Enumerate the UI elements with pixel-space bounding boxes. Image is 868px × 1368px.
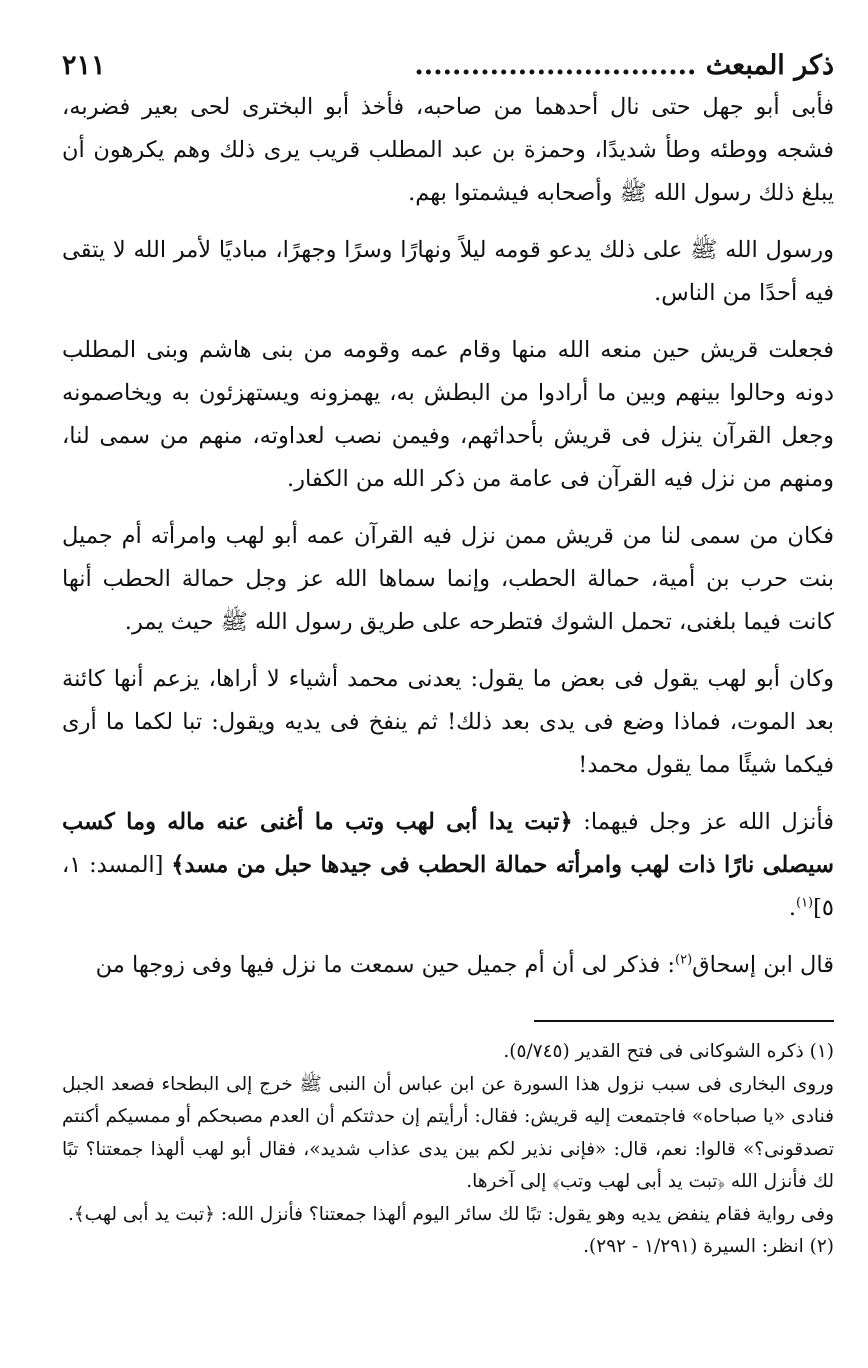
page-number: ٢١١ (62, 49, 106, 81)
verse-reference: [المسد: ١، ٥] (62, 852, 834, 921)
footnote-marker[interactable]: (١) (795, 895, 814, 911)
paragraph (62, 944, 834, 987)
paragraph: فجعلت قريش حين منعه الله منها وقام عمه وقومه من بنى هاشم وبنى المطلب دونه وحالوا بينهم وبين ما أرادوا من البطش به، يهمزونه ويستهزئون به ويخاصمونه وجعل القرآن ينزل فى قريش بأحداثهم، وفيمن نصب لعداوته، منهم من سمى لنا، ومنهم من نزل فيه القرآن فى عامة من ذكر الله من الكفار. (62, 337, 834, 492)
paragraph: وكان أبو لهب يقول فى بعض ما يقول: يعدنى محمد أشياء لا أراها، يزعم أنها كائنة بعد الموت، فماذا وضع فى يدى بعد ذلك! ثم ينفخ فى يديه ويقول: تبا لكما ما أرى فيكما شيئًا مما يقول محمد! (62, 666, 834, 778)
chapter-title: ذكر المبعث .............................. (414, 49, 834, 81)
book-page (62, 30, 834, 1350)
verse-end: . (788, 895, 796, 921)
footnotes (62, 1036, 834, 1264)
footnote-divider (534, 1020, 834, 1022)
footnote: وروى البخارى فى سبب نزول هذا السورة عن ابن عباس أن النبى ﷺ خرج إلى البطحاء فصعد الجبل فنادى «يا صباحاه» فاجتمعت إليه قريش: فقال: أرأيتم إن حدثتكم أن العدم مصبحكم أو ممسيكم أكنتم تصدقونى؟» قالوا: نعم، قال: «فإنى نذير لكم بين يدى عذاب شديد»، فقال أبو لهب ألهذا جمعتنا؟ تبًا لك فأنزل الله ﴿تبت يد أبى لهب وتب﴾ إلى آخرها. (62, 1073, 834, 1192)
main-text (62, 86, 834, 1001)
paragraph: فكان من سمى لنا من قريش ممن نزل فيه القرآن عمه أبو لهب وامرأته أم جميل بنت حرب بن أمية، حمالة الحطب، وإنما سماها الله عز وجل حمالة الحطب أنها كانت فيما بلغنى، تحمل الشوك فتطرحه على طريق رسول الله ﷺ حيث يمر. (62, 523, 834, 635)
quran-verse: ﴿تبت يدا أبى لهب وتب ما أغنى عنه ماله وما كسب سيصلى نارًا ذات لهب وامرأته حمالة الحطب فى جيدها حبل من مسد﴾ (62, 809, 834, 878)
footnote: (١) ذكره الشوكانى فى فتح القدير (٥/٧٤٥). (503, 1041, 834, 1062)
footnote: (٢) انظر: السيرة (١/٢٩١ - ٢٩٢). (583, 1236, 834, 1257)
paragraph: ورسول الله ﷺ على ذلك يدعو قومه ليلاً ونهارًا وسرًا وجهرًا، مباديًا لأمر الله لا يتقى فيه أحدًا من الناس. (62, 237, 834, 306)
verse-paragraph (62, 801, 834, 930)
paragraph-text: : فذكر لى أن أم جميل حين سمعت ما نزل فيها وفى زوجها من (95, 952, 675, 978)
paragraph: فأبى أبو جهل حتى نال أحدهما من صاحبه، فأخذ أبو البخترى لحى بعير فضربه، فشجه ووطئه وطأ شديدًا، وحمزة بن عبد المطلب قريب يرى ذلك وهم يكرهون أن يبلغ ذلك رسول الله ﷺ وأصحابه فيشمتوا بهم. (62, 94, 835, 206)
footnote-marker[interactable]: (٢) (675, 952, 693, 968)
verse-intro: فأنزل الله عز وجل فيهما: (572, 809, 835, 835)
running-header (62, 44, 834, 86)
footnote: وفى رواية فقام ينفض يديه وهو يقول: تبًا لك سائر اليوم ألهذا جمعتنا؟ فأنزل الله: ﴿تبت يد أبى لهب﴾. (67, 1203, 834, 1225)
narrator: قال ابن إسحاق (692, 952, 834, 978)
